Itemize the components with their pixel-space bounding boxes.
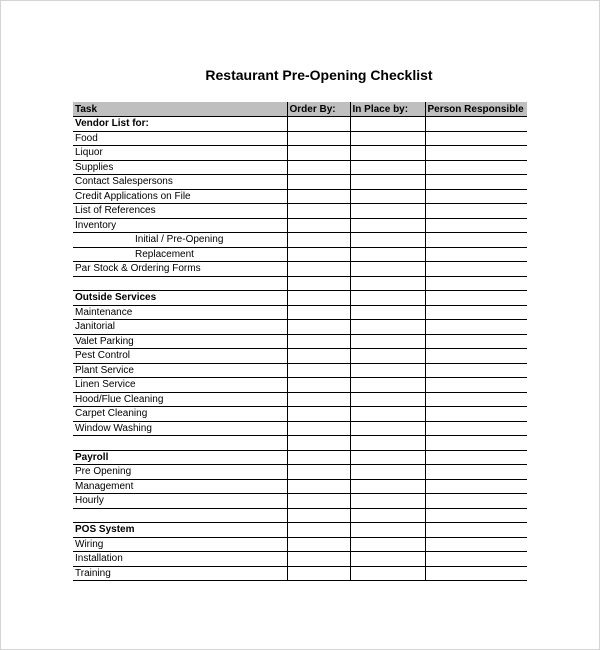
table-row xyxy=(73,305,527,320)
task-cell: Linen Service xyxy=(73,378,287,393)
person-responsible-cell[interactable] xyxy=(425,508,527,523)
section-heading: Vendor List for: xyxy=(73,117,287,132)
order-by-cell[interactable] xyxy=(287,436,350,451)
spacer-row xyxy=(73,508,527,523)
order-by-cell[interactable] xyxy=(287,479,350,494)
in-place-by-cell[interactable] xyxy=(350,523,425,538)
person-responsible-cell[interactable] xyxy=(425,494,527,509)
order-by-cell[interactable] xyxy=(287,291,350,306)
in-place-by-cell[interactable] xyxy=(350,421,425,436)
task-cell: Plant Service xyxy=(73,363,287,378)
table-row xyxy=(73,189,527,204)
in-place-by-cell[interactable] xyxy=(350,450,425,465)
person-responsible-cell[interactable] xyxy=(425,204,527,219)
person-responsible-cell[interactable] xyxy=(425,523,527,538)
person-responsible-cell[interactable] xyxy=(425,189,527,204)
task-cell: Valet Parking xyxy=(73,334,287,349)
in-place-by-cell[interactable] xyxy=(350,131,425,146)
in-place-by-cell[interactable] xyxy=(350,479,425,494)
order-by-cell[interactable] xyxy=(287,552,350,567)
section-heading-row xyxy=(73,291,527,306)
task-cell: Replacement xyxy=(73,247,287,262)
order-by-cell[interactable] xyxy=(287,276,350,291)
task-cell: Window Washing xyxy=(73,421,287,436)
table-row xyxy=(73,334,527,349)
table-row xyxy=(73,247,527,262)
task-cell: Initial / Pre-Opening xyxy=(73,233,287,248)
table-row xyxy=(73,392,527,407)
task-cell: Contact Salespersons xyxy=(73,175,287,190)
task-cell: Hood/Flue Cleaning xyxy=(73,392,287,407)
in-place-by-cell[interactable] xyxy=(350,494,425,509)
person-responsible-cell[interactable] xyxy=(425,378,527,393)
in-place-by-cell[interactable] xyxy=(350,233,425,248)
in-place-by-cell[interactable] xyxy=(350,392,425,407)
order-by-cell[interactable] xyxy=(287,160,350,175)
order-by-cell[interactable] xyxy=(287,334,350,349)
order-by-cell[interactable] xyxy=(287,450,350,465)
in-place-by-cell[interactable] xyxy=(350,349,425,364)
task-cell: List of References xyxy=(73,204,287,219)
order-by-cell[interactable] xyxy=(287,378,350,393)
order-by-cell[interactable] xyxy=(287,146,350,161)
order-by-cell[interactable] xyxy=(287,349,350,364)
task-cell xyxy=(73,276,287,291)
person-responsible-cell[interactable] xyxy=(425,552,527,567)
section-heading: Outside Services xyxy=(73,291,287,306)
order-by-cell[interactable] xyxy=(287,305,350,320)
in-place-by-cell[interactable] xyxy=(350,291,425,306)
order-by-cell[interactable] xyxy=(287,204,350,219)
table-row xyxy=(73,552,527,567)
in-place-by-cell[interactable] xyxy=(350,305,425,320)
header-task: Task xyxy=(73,102,287,117)
checklist-body xyxy=(73,117,527,581)
order-by-cell[interactable] xyxy=(287,537,350,552)
person-responsible-cell[interactable] xyxy=(425,363,527,378)
in-place-by-cell[interactable] xyxy=(350,117,425,132)
in-place-by-cell[interactable] xyxy=(350,320,425,335)
section-heading-row xyxy=(73,450,527,465)
header-order-by: Order By: xyxy=(287,102,350,117)
in-place-by-cell[interactable] xyxy=(350,465,425,480)
order-by-cell[interactable] xyxy=(287,494,350,509)
person-responsible-cell[interactable] xyxy=(425,175,527,190)
order-by-cell[interactable] xyxy=(287,131,350,146)
in-place-by-cell[interactable] xyxy=(350,175,425,190)
in-place-by-cell[interactable] xyxy=(350,204,425,219)
task-cell: Carpet Cleaning xyxy=(73,407,287,422)
in-place-by-cell[interactable] xyxy=(350,146,425,161)
table-header-row xyxy=(73,102,527,117)
order-by-cell[interactable] xyxy=(287,320,350,335)
person-responsible-cell[interactable] xyxy=(425,291,527,306)
order-by-cell[interactable] xyxy=(287,218,350,233)
person-responsible-cell[interactable] xyxy=(425,262,527,277)
person-responsible-cell[interactable] xyxy=(425,566,527,581)
table-row xyxy=(73,421,527,436)
order-by-cell[interactable] xyxy=(287,117,350,132)
in-place-by-cell[interactable] xyxy=(350,552,425,567)
person-responsible-cell[interactable] xyxy=(425,320,527,335)
order-by-cell[interactable] xyxy=(287,247,350,262)
header-in-place-by: In Place by: xyxy=(350,102,425,117)
table-row xyxy=(73,407,527,422)
order-by-cell[interactable] xyxy=(287,566,350,581)
section-heading-row xyxy=(73,523,527,538)
task-cell: Supplies xyxy=(73,160,287,175)
person-responsible-cell[interactable] xyxy=(425,146,527,161)
task-cell: Training xyxy=(73,566,287,581)
in-place-by-cell[interactable] xyxy=(350,537,425,552)
section-heading: POS System xyxy=(73,523,287,538)
table-row xyxy=(73,233,527,248)
table-row xyxy=(73,146,527,161)
table-row xyxy=(73,363,527,378)
section-heading: Payroll xyxy=(73,450,287,465)
table-row xyxy=(73,131,527,146)
task-cell xyxy=(73,508,287,523)
in-place-by-cell[interactable] xyxy=(350,407,425,422)
table-row xyxy=(73,262,527,277)
table-row xyxy=(73,349,527,364)
table-row xyxy=(73,566,527,581)
task-cell: Installation xyxy=(73,552,287,567)
in-place-by-cell[interactable] xyxy=(350,189,425,204)
task-cell: Pest Control xyxy=(73,349,287,364)
task-cell: Janitorial xyxy=(73,320,287,335)
header-person-responsible: Person Responsible xyxy=(425,102,527,117)
person-responsible-cell[interactable] xyxy=(425,117,527,132)
person-responsible-cell[interactable] xyxy=(425,131,527,146)
order-by-cell[interactable] xyxy=(287,189,350,204)
task-cell: Maintenance xyxy=(73,305,287,320)
in-place-by-cell[interactable] xyxy=(350,363,425,378)
order-by-cell[interactable] xyxy=(287,523,350,538)
in-place-by-cell[interactable] xyxy=(350,566,425,581)
order-by-cell[interactable] xyxy=(287,407,350,422)
in-place-by-cell[interactable] xyxy=(350,436,425,451)
table-row xyxy=(73,494,527,509)
person-responsible-cell[interactable] xyxy=(425,407,527,422)
table-row xyxy=(73,160,527,175)
order-by-cell[interactable] xyxy=(287,421,350,436)
person-responsible-cell[interactable] xyxy=(425,479,527,494)
table-row xyxy=(73,320,527,335)
person-responsible-cell[interactable] xyxy=(425,537,527,552)
person-responsible-cell[interactable] xyxy=(425,160,527,175)
table-row xyxy=(73,465,527,480)
person-responsible-cell[interactable] xyxy=(425,465,527,480)
person-responsible-cell[interactable] xyxy=(425,305,527,320)
section-heading-row xyxy=(73,117,527,132)
task-cell: Hourly xyxy=(73,494,287,509)
order-by-cell[interactable] xyxy=(287,465,350,480)
order-by-cell[interactable] xyxy=(287,392,350,407)
task-cell: Inventory xyxy=(73,218,287,233)
page-title: Restaurant Pre-Opening Checklist xyxy=(205,67,433,83)
in-place-by-cell[interactable] xyxy=(350,160,425,175)
table-row xyxy=(73,175,527,190)
spacer-row xyxy=(73,276,527,291)
task-cell: Liquor xyxy=(73,146,287,161)
person-responsible-cell[interactable] xyxy=(425,436,527,451)
person-responsible-cell[interactable] xyxy=(425,334,527,349)
order-by-cell[interactable] xyxy=(287,233,350,248)
in-place-by-cell[interactable] xyxy=(350,334,425,349)
person-responsible-cell[interactable] xyxy=(425,392,527,407)
order-by-cell[interactable] xyxy=(287,262,350,277)
table-row xyxy=(73,378,527,393)
order-by-cell[interactable] xyxy=(287,175,350,190)
task-cell: Credit Applications on File xyxy=(73,189,287,204)
in-place-by-cell[interactable] xyxy=(350,378,425,393)
person-responsible-cell[interactable] xyxy=(425,233,527,248)
task-cell xyxy=(73,436,287,451)
task-cell: Pre Opening xyxy=(73,465,287,480)
task-cell: Management xyxy=(73,479,287,494)
table-row xyxy=(73,218,527,233)
person-responsible-cell[interactable] xyxy=(425,450,527,465)
task-cell: Food xyxy=(73,131,287,146)
person-responsible-cell[interactable] xyxy=(425,421,527,436)
person-responsible-cell[interactable] xyxy=(425,247,527,262)
checklist-table xyxy=(73,102,527,581)
in-place-by-cell[interactable] xyxy=(350,218,425,233)
task-cell: Par Stock & Ordering Forms xyxy=(73,262,287,277)
task-cell: Wiring xyxy=(73,537,287,552)
person-responsible-cell[interactable] xyxy=(425,349,527,364)
in-place-by-cell[interactable] xyxy=(350,276,425,291)
table-row xyxy=(73,537,527,552)
in-place-by-cell[interactable] xyxy=(350,247,425,262)
person-responsible-cell[interactable] xyxy=(425,276,527,291)
person-responsible-cell[interactable] xyxy=(425,218,527,233)
spacer-row xyxy=(73,436,527,451)
in-place-by-cell[interactable] xyxy=(350,508,425,523)
in-place-by-cell[interactable] xyxy=(350,262,425,277)
table-row xyxy=(73,204,527,219)
table-row xyxy=(73,479,527,494)
order-by-cell[interactable] xyxy=(287,363,350,378)
order-by-cell[interactable] xyxy=(287,508,350,523)
